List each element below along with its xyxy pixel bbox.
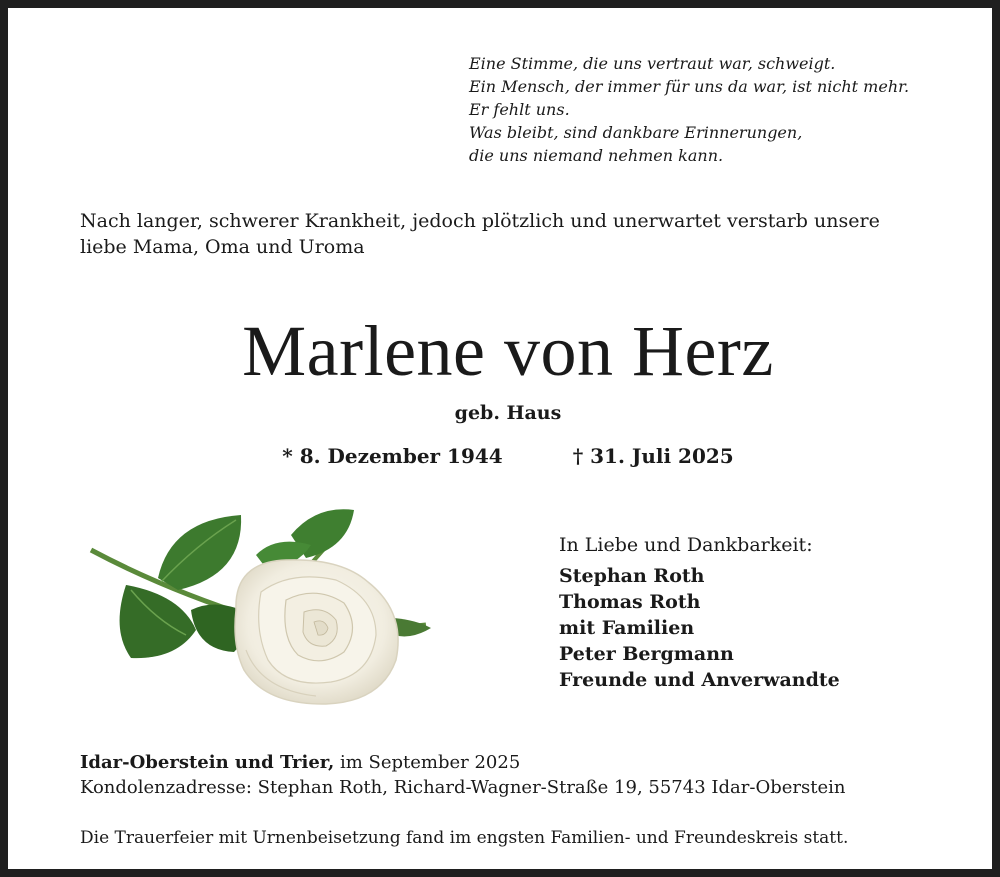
funeral-note: Die Trauerfeier mit Urnenbeisetzung fand im engsten Familien- und Freundeskreis statt. (80, 828, 849, 848)
deceased-name: Marlene von Herz (242, 311, 774, 391)
mourner-name: Thomas Roth (559, 591, 701, 613)
poem-line: Was bleibt, sind dankbare Erinnerungen, (469, 123, 803, 142)
poem-line: die uns niemand nehmen kann. (469, 146, 724, 165)
poem-line: Eine Stimme, die uns vertraut war, schweigt. (469, 54, 836, 73)
condolence-address: Kondolenzadresse: Stephan Roth, Richard-Wagner-Straße 19, 55743 Idar-Oberstein (80, 777, 846, 798)
intro-line: Nach langer, schwerer Krankheit, jedoch plötzlich und unerwartet verstarb unsere (80, 210, 880, 232)
mourner-name: Stephan Roth (559, 565, 705, 587)
intro-text (80, 208, 950, 260)
maiden-name: geb. Haus (454, 402, 562, 424)
death-date: † 31. Juli 2025 (572, 444, 734, 468)
poem-line: Ein Mensch, der immer für uns da war, ist nicht mehr. (469, 77, 910, 96)
mourner-name: Peter Bergmann (559, 643, 734, 665)
poem (469, 52, 909, 167)
mourners-block (559, 532, 840, 693)
place-and-address (80, 750, 845, 800)
mourner-name: mit Familien (559, 617, 695, 639)
mourners-lead: In Liebe und Dankbarkeit: (559, 534, 813, 556)
mourner-name: Freunde und Anverwandte (559, 669, 840, 691)
white-rose-icon (86, 500, 436, 710)
life-dates (8, 444, 1000, 468)
mourners-list (559, 563, 840, 693)
poem-line: Er fehlt uns. (469, 100, 570, 119)
place-date (80, 750, 845, 775)
place-name: Idar-Oberstein und Trier, (80, 752, 335, 773)
date-text: im September 2025 (334, 752, 521, 773)
birth-date: * 8. Dezember 1944 (282, 444, 503, 468)
intro-line: liebe Mama, Oma und Uroma (80, 236, 365, 258)
